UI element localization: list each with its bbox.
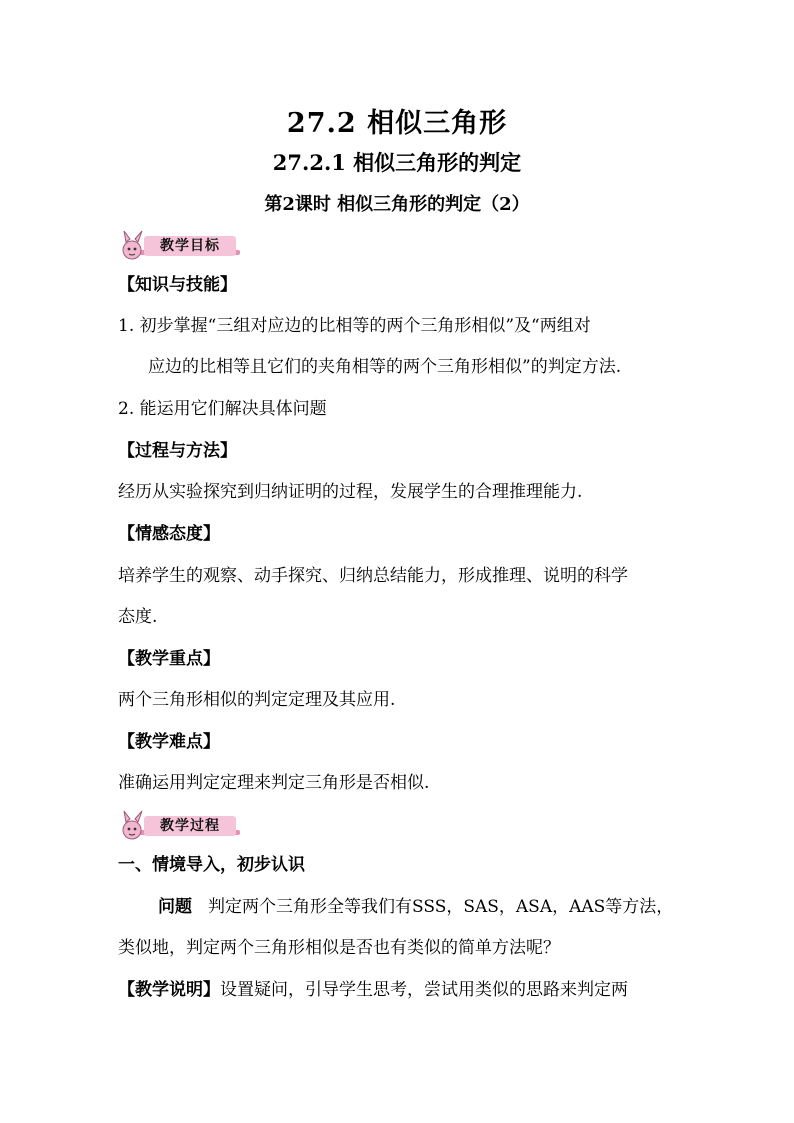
emotion-text-line-1: 培养学生的观察、动手探究、归纳总结能力，形成推理、说明的科学 bbox=[118, 566, 628, 586]
process-method-text: 经历从实验探究到归纳证明的过程，发展学生的合理推理能力. bbox=[118, 482, 583, 502]
badge-label: 教学过程 bbox=[144, 816, 236, 836]
section-1-heading: 一、情境导入，初步认识 bbox=[118, 855, 305, 875]
key-point-text: 两个三角形相似的判定定理及其应用. bbox=[118, 690, 396, 710]
objective-item-2: 2. 能运用它们解决具体问题 bbox=[118, 399, 327, 419]
objectives-badge bbox=[118, 228, 242, 262]
teaching-note-text: 设置疑问，引导学生思考，尝试用类似的思路来判定两 bbox=[220, 980, 628, 1000]
mascot-icon bbox=[118, 808, 148, 842]
question-text: 判定两个三角形全等我们有SSS，SAS，ASA，AAS等方法， bbox=[208, 897, 674, 917]
process-badge bbox=[118, 808, 242, 842]
key-point-heading: 【教学重点】 bbox=[118, 649, 220, 669]
question-line-2: 类似地，判定两个三角形相似是否也有类似的简单方法呢？ bbox=[118, 938, 560, 958]
knowledge-heading: 【知识与技能】 bbox=[118, 275, 237, 295]
lesson-title: 第2课时 相似三角形的判定（2） bbox=[264, 194, 530, 215]
difficulty-heading: 【教学难点】 bbox=[118, 732, 220, 752]
page-title: 27.2 相似三角形 bbox=[286, 108, 508, 139]
badge-label: 教学目标 bbox=[144, 236, 236, 256]
question-label: 问题 bbox=[158, 897, 192, 917]
mascot-icon bbox=[118, 228, 148, 262]
question-line-1 bbox=[158, 895, 673, 919]
teaching-note-label: 【教学说明】 bbox=[118, 980, 220, 1000]
difficulty-text: 准确运用判定定理来判定三角形是否相似. bbox=[118, 773, 430, 793]
objective-item-1-line-2: 应边的比相等且它们的夹角相等的两个三角形相似”的判定方法. bbox=[148, 357, 622, 377]
objective-item-1-line-1: 1. 初步掌握“三组对应边的比相等的两个三角形相似”及“两组对 bbox=[118, 316, 591, 336]
section-title: 27.2.1 相似三角形的判定 bbox=[272, 150, 522, 175]
process-method-heading: 【过程与方法】 bbox=[118, 441, 237, 461]
emotion-heading: 【情感态度】 bbox=[118, 524, 220, 544]
teaching-note bbox=[118, 978, 628, 1002]
emotion-text-line-2: 态度. bbox=[118, 607, 158, 627]
